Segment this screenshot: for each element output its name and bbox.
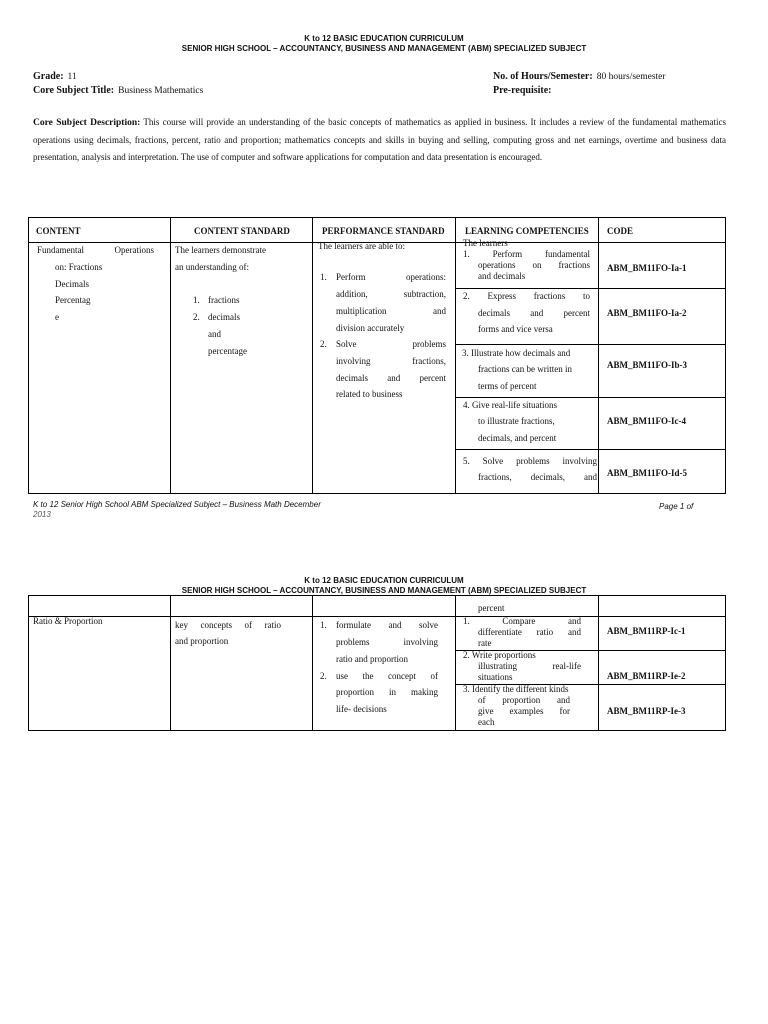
competency-line: 5. Solve problems involving — [463, 456, 597, 466]
prerequisite-label: Pre-requisite: — [493, 85, 552, 96]
competencies-intro: The learners — [463, 238, 508, 248]
list-number: 2. — [320, 339, 327, 349]
grade-label: Grade: — [33, 71, 64, 82]
performance-standard-line: addition, subtraction, — [336, 289, 446, 299]
competency-line: terms of percent — [478, 381, 537, 391]
competency-line: 3. Identify the different kinds — [463, 684, 569, 694]
performance-standard-line: use the concept of — [336, 671, 438, 681]
competency-code: ABM_BM11FO-Ia-2 — [607, 308, 687, 318]
competency-line: illustrating real-life — [478, 661, 581, 671]
content-standard-item: decimals — [208, 312, 240, 322]
performance-standard-line: Solve problems — [336, 339, 446, 349]
competency-code: ABM_BM11RP-Ic-1 — [607, 626, 686, 636]
competency-line: to illustrate fractions, — [478, 416, 555, 426]
performance-standard-line: ratio and proportion — [336, 654, 408, 664]
performance-standard-line: proportion in making — [336, 687, 438, 697]
performance-standard-line: Perform operations: — [336, 272, 446, 282]
performance-standard-line: formulate and solve — [336, 620, 438, 630]
competency-line: situations — [478, 672, 513, 682]
competency-line: of proportion and — [478, 695, 570, 705]
competency-code: ABM_BM11RP-Ie-2 — [607, 671, 686, 681]
competency-code: ABM_BM11FO-Id-5 — [607, 468, 687, 478]
header-code: CODE — [607, 226, 634, 236]
content-standard-line: and proportion — [175, 636, 229, 646]
list-number: 1. — [320, 620, 327, 630]
header-learning-competencies: LEARNING COMPETENCIES — [465, 226, 589, 236]
curriculum-subtitle: SENIOR HIGH SCHOOL – ACCOUNTANCY, BUSINESS AND MANAGEMENT (ABM) SPECIALIZED SUBJECT — [181, 44, 587, 53]
curriculum-title: K to 12 BASIC EDUCATION CURRICULUM — [304, 34, 464, 43]
header-performance-standard: PERFORMANCE STANDARD — [322, 226, 445, 236]
competency-code: ABM_BM11RP-Ie-3 — [607, 706, 686, 716]
competency-line: 2. Write proportions — [463, 650, 536, 660]
hours-label: No. of Hours/Semester: — [493, 71, 593, 82]
description-label: Core Subject Description: — [33, 118, 141, 128]
competency-code: ABM_BM11FO-Ib-3 — [607, 360, 687, 370]
content-line: Ratio & Proportion — [33, 616, 103, 626]
competency-line: 1. Compare and — [463, 616, 581, 626]
competency-line: 3. Illustrate how decimals and — [462, 348, 571, 358]
core-subject-title-label: Core Subject Title: — [33, 85, 115, 96]
prereq-row — [493, 80, 552, 98]
competency-line: decimals, and percent — [478, 433, 557, 443]
list-number: 2. — [193, 312, 200, 322]
curriculum-subtitle: SENIOR HIGH SCHOOL – ACCOUNTANCY, BUSINESS AND MANAGEMENT (ABM) SPECIALIZED SUBJECT — [181, 586, 587, 595]
list-number: 2. — [320, 671, 327, 681]
competency-line: decimals and percent — [478, 308, 590, 318]
header-content: CONTENT — [36, 226, 81, 236]
competency-line: each — [478, 717, 495, 727]
competency-line: and decimals — [478, 271, 526, 281]
performance-standard-line: multiplication and — [336, 306, 446, 316]
description-text: This course will provide an understanding of the basic concepts of mathematics as applied in business. It includes a review of the fundamental mathematics operations using decimals, fractions, percent, ratio and proportion; mathematics concepts and skills in buying and selling, computing gross and net earnings, overtime and business data presentation, analysis and interpretation. The use of computer and software applications for computation and data presentation is encouraged. — [33, 117, 726, 162]
competency-line: fractions can be written in — [478, 364, 572, 374]
content-standard-intro: The learners demonstrate — [175, 245, 266, 255]
performance-standard-line: life- decisions — [336, 704, 387, 714]
content-standard-item: fractions — [208, 295, 240, 305]
competency-line: give examples for — [478, 706, 570, 716]
performance-standard-line: problems involving — [336, 637, 438, 647]
content-standard-item: and — [208, 329, 221, 339]
header-content-standard: CONTENT STANDARD — [194, 226, 290, 236]
content-line: e — [55, 312, 59, 322]
competency-code: ABM_BM11FO-Ic-4 — [607, 416, 686, 426]
content-standard-item: percentage — [208, 346, 247, 356]
curriculum-title: K to 12 BASIC EDUCATION CURRICULUM — [304, 576, 464, 585]
grade-value: 11 — [67, 72, 77, 82]
content-standard-line: key concepts of ratio — [175, 620, 281, 630]
performance-standard-line: decimals and percent — [336, 373, 446, 383]
competency-code: ABM_BM11FO-Ia-1 — [607, 263, 687, 273]
content-standard-intro: an understanding of: — [175, 262, 249, 272]
competency-line: percent — [478, 603, 505, 613]
list-number: 1. — [320, 272, 327, 282]
competency-line: fractions, decimals, and — [478, 472, 597, 482]
performance-standard-intro: The learners are able to: — [318, 241, 405, 251]
list-number: 1. — [193, 295, 200, 305]
performance-standard-line: involving fractions, — [336, 356, 446, 366]
core-subject-title-value: Business Mathematics — [118, 86, 204, 96]
title-row — [33, 80, 203, 98]
competency-line: rate — [478, 638, 492, 648]
competency-line: differentiate ratio and — [478, 627, 581, 637]
page-number: Page 1 of — [659, 502, 694, 511]
hours-value: 80 hours/semester — [596, 72, 666, 82]
competency-line: 1. Perform fundamental — [463, 249, 590, 259]
content-line: Decimals — [55, 279, 89, 289]
competency-line: forms and vice versa — [478, 324, 553, 334]
content-line: Fundamental Operations — [37, 245, 154, 255]
competency-line: 4. Give real-life situations — [463, 400, 557, 410]
content-line: on: Fractions — [55, 262, 103, 272]
performance-standard-line: division accurately — [336, 323, 405, 333]
page-footer-left: K to 12 Senior High School ABM Specialized Subject – Business Math December 2013 — [33, 500, 321, 519]
competency-line: 2. Express fractions to — [463, 291, 590, 301]
content-line: Percentag — [55, 295, 91, 305]
core-subject-description — [33, 114, 726, 166]
competency-line: operations on fractions — [478, 260, 590, 270]
performance-standard-line: related to business — [336, 389, 403, 399]
